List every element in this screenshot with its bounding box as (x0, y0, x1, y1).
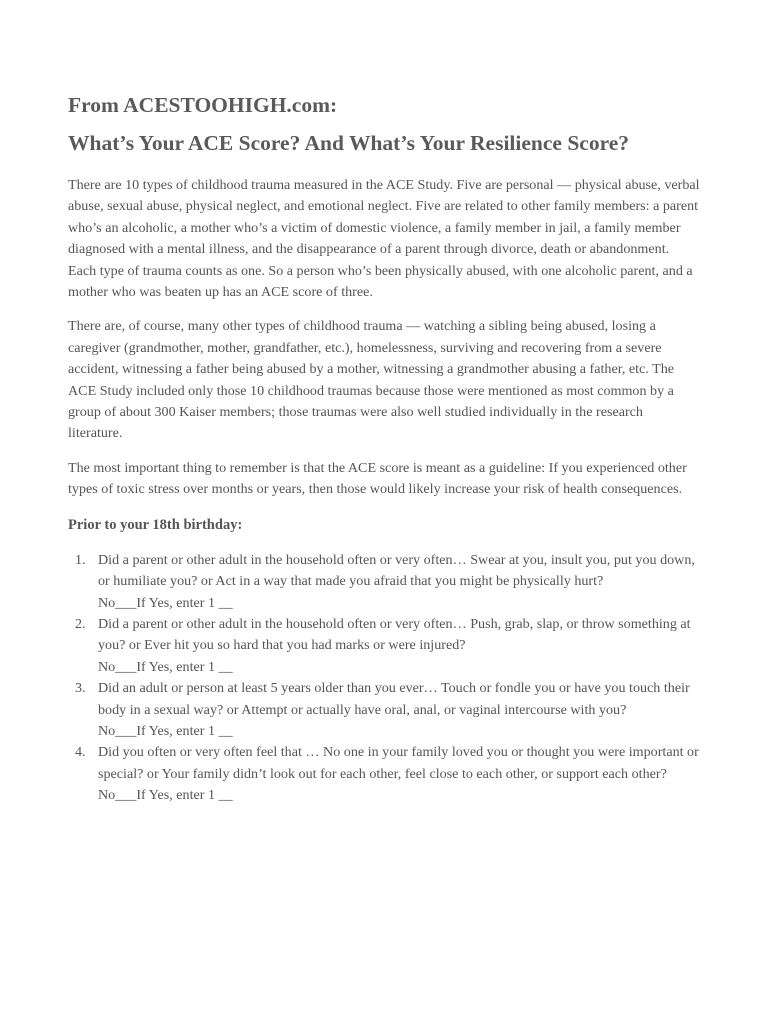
question-number: 2. (75, 615, 86, 632)
question-text: Did an adult or person at least 5 years older than you ever… Touch or fondle you or have you touch their body in a sexual way? or Attempt or actually have oral, anal, or vaginal intercourse with you? (98, 680, 690, 718)
questions-subheading: Prior to your 18th birthday: (68, 516, 243, 533)
question-text: Did a parent or other adult in the household often or very often… Push, grab, slap, or throw something at you? or Ever hit you so hard that you had marks or were injured? (98, 615, 691, 654)
page-title: What’s Your ACE Score? And What’s Your Resilience Score? (68, 131, 630, 155)
question-number: 1. (75, 551, 86, 568)
other-trauma-paragraph: There are, of course, many other types of childhood trauma — watching a sibling being abused, losing a caregiver (grandmother, mother, grandfather, etc.), homelessness, surviving and recovering from a severe accident, witnessing a father being abused by a mother, witnessing a grandmother abusing a father, etc. The ACE Study included only those 10 childhood traumas because those were mentioned as most common by a group of about 300 Kaiser members; those traumas were also well studied individually in the research literature. (68, 318, 675, 442)
answer-line: No___If Yes, enter 1 __ (98, 722, 233, 739)
question-item (68, 742, 700, 806)
source-heading: From ACESTOOHIGH.com: (68, 93, 338, 117)
document-page (68, 92, 700, 807)
intro-paragraph: There are 10 types of childhood trauma measured in the ACE Study. Five are personal — physical abuse, verbal abuse, sexual abuse, physical neglect, and emotional neglect. Five are related to other family members: a parent who’s an alcoholic, a mother who’s a victim of domestic violence, a family member in jail, a family member diagnosed with a mental illness, and the disappearance of a parent through divorce, death or abandonment. Each type of trauma counts as one. So a person who’s been physically abused, with one alcoholic parent, and a mother who was beaten up has an ACE score of three. (68, 177, 700, 301)
question-item (68, 550, 700, 614)
question-item (68, 614, 700, 678)
question-text: Did a parent or other adult in the household often or very often… Swear at you, insult you, put you down, or humiliate you? or Act in a way that made you afraid that you might be physically hurt? (98, 551, 695, 590)
question-item (68, 678, 700, 742)
answer-line: No___If Yes, enter 1 __ (98, 594, 233, 611)
question-text: Did you often or very often feel that … No one in your family loved you or thought you were important or special? or Your family didn’t look out for each other, feel close to each other, or support each other? (98, 744, 699, 782)
answer-line: No___If Yes, enter 1 __ (98, 787, 233, 804)
question-number: 3. (75, 680, 86, 697)
guideline-paragraph: The most important thing to remember is that the ACE score is meant as a guideline: If you experienced other types of toxic stress over months or years, then those would likely increase your risk of health consequences. (68, 459, 687, 498)
answer-line: No___If Yes, enter 1 __ (98, 658, 233, 675)
questions-list (68, 550, 700, 807)
question-number: 4. (75, 744, 86, 761)
